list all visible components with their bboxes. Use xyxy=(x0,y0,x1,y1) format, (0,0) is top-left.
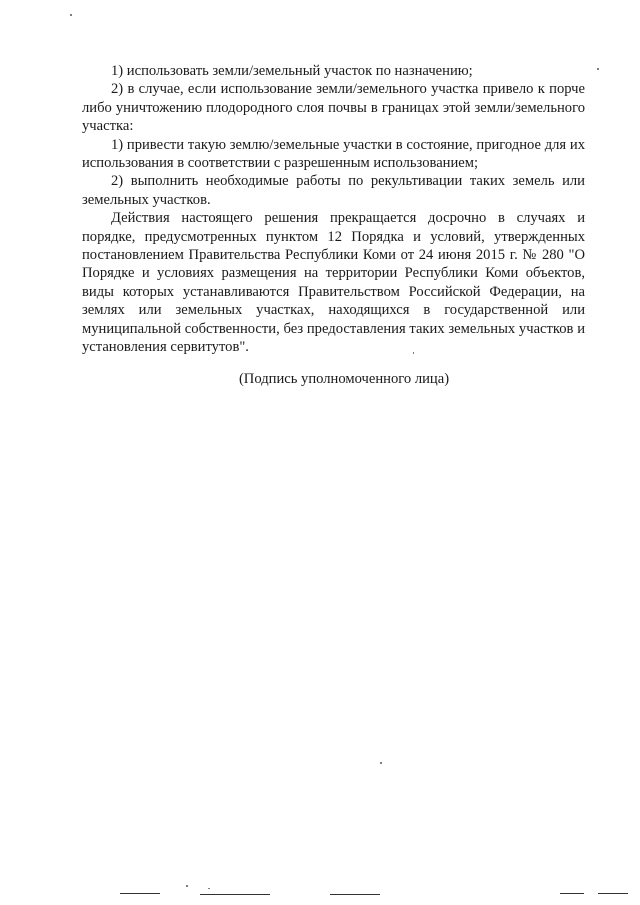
scan-speck xyxy=(413,352,414,354)
scan-speck xyxy=(380,762,382,764)
paragraph-obligation-2: 2) в случае, если использование земли/земельного участка привело к порче либо уничтожению плодородного слоя почвы в границах этой земли/земельного участка: xyxy=(82,81,585,135)
signature-caption: (Подпись уполномоченного лица) xyxy=(238,371,450,387)
document-body xyxy=(82,62,585,357)
paragraph-termination: Действия настоящего решения прекращается досрочно в случаях и порядке, предусмотренных пунктом 12 Порядка и условий, утвержденных постановлением Правительства Республики Коми от 24 июня 2015 г. № 280 "О Порядке и условиях размещения на территории Республики Коми объектов, виды которых устанавливаются Правительством Российской Федерации, на землях или земельных участках, находящихся в государственной или муниципальной собственности, без предоставления таких земельных участков и установления сервитутов". xyxy=(82,210,585,356)
scan-speck xyxy=(597,68,599,70)
scan-edge-line xyxy=(200,894,270,895)
paragraph-subitem-1: 1) привести такую землю/земельные участки в состояние, пригодное для их использования в соответствии с разрешенным использованием; xyxy=(82,136,585,172)
paragraph-obligation-1: 1) использовать земли/земельный участок по назначению; xyxy=(111,63,473,79)
scan-speck xyxy=(186,885,188,887)
scan-edge-line xyxy=(560,893,584,894)
scan-speck xyxy=(208,888,210,889)
scan-speck xyxy=(70,14,72,16)
scan-edge-line xyxy=(598,893,628,894)
scan-edge-line xyxy=(120,893,160,894)
scan-edge-line xyxy=(330,894,380,895)
paragraph-subitem-2: 2) выполнить необходимые работы по рекультивации таких земель или земельных участков. xyxy=(82,173,585,208)
